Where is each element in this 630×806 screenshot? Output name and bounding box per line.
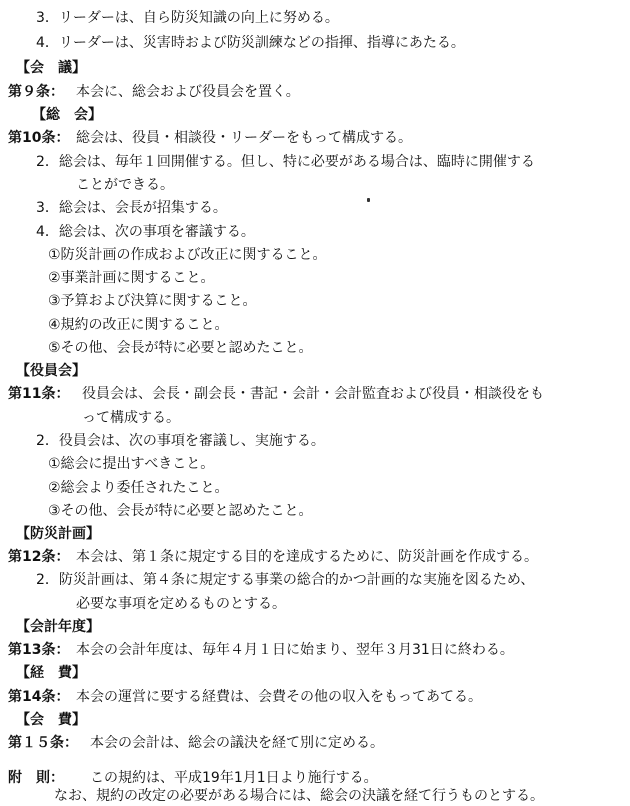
article-11-item-1: ①総会に提出すべきこと。 xyxy=(48,456,215,472)
article-12-clause-2: 2．防災計画は、第４条に規定する事業の総合的かつ計画的な実施を図るため、 xyxy=(36,572,535,588)
article-10-label: 第10条： xyxy=(8,130,70,146)
article-10-item-3: ③予算および決算に関すること。 xyxy=(48,293,257,309)
article-10-clause-2: 2．総会は、毎年１回開催する。但し、特に必要がある場合は、臨時に開催する xyxy=(36,154,535,170)
article-11-text-cont: って構成する。 xyxy=(82,410,180,426)
article-10-clause-3: 3．総会は、会長が招集する。 xyxy=(36,200,227,216)
article-15-label: 第１５条： xyxy=(8,735,78,751)
article-11-item-2: ②総会より委任されたこと。 xyxy=(48,480,229,496)
article-10-item-5: ⑤その他、会長が特に必要と認めたこと。 xyxy=(48,340,313,356)
article-12-label: 第12条： xyxy=(8,549,70,565)
article-11-text: 役員会は、会長・副会長・書記・会計・会計監査および役員・相談役をも xyxy=(82,386,544,402)
article-9-label: 第９条： xyxy=(8,84,64,100)
article-11-label: 第11条： xyxy=(8,386,70,402)
article-14-label: 第14条： xyxy=(8,689,70,705)
article-11-item-3: ③その他、会長が特に必要と認めたこと。 xyxy=(48,503,313,519)
article-10-item-2: ②事業計画に関すること。 xyxy=(48,270,215,286)
supplementary-provisions-label: 附 則： xyxy=(8,770,64,786)
section-heading-membership-fees: 【会 費】 xyxy=(16,712,86,728)
article-10-item-4: ④規約の改正に関すること。 xyxy=(48,317,229,333)
section-heading-disaster-plan: 【防災計画】 xyxy=(16,526,100,542)
section-heading-meetings: 【会 議】 xyxy=(16,60,86,76)
article-13-text: 本会の会計年度は、毎年４月１日に始まり、翌年３月31日に終わる。 xyxy=(76,642,514,658)
article-8-clause-3: 3．リーダーは、自ら防災知識の向上に努める。 xyxy=(36,10,339,26)
article-14-text: 本会の運営に要する経費は、会費その他の収入をもってあてる。 xyxy=(76,689,482,705)
article-8-clause-4: 4．リーダーは、災害時および防災訓練などの指揮、指導にあたる。 xyxy=(36,35,465,51)
article-9-text: 本会に、総会および役員会を置く。 xyxy=(76,84,300,100)
supplementary-provisions-text: この規約は、平成19年1月1日より施行する。 xyxy=(90,770,378,786)
section-heading-fiscal-year: 【会計年度】 xyxy=(16,619,100,635)
article-10-clause-4: 4．総会は、次の事項を審議する。 xyxy=(36,224,255,240)
article-12-text: 本会は、第１条に規定する目的を達成するために、防災計画を作成する。 xyxy=(76,549,538,565)
article-12-clause-2-cont: 必要な事項を定めるものとする。 xyxy=(76,596,286,612)
section-heading-executive-board: 【役員会】 xyxy=(16,363,86,379)
article-15-text: 本会の会計は、総会の議決を経て別に定める。 xyxy=(90,735,384,751)
article-11-clause-2: 2．役員会は、次の事項を審議し、実施する。 xyxy=(36,433,325,449)
article-10-text: 総会は、役員・相談役・リーダーをもって構成する。 xyxy=(76,130,412,146)
section-heading-general-meeting: 【総 会】 xyxy=(32,107,102,123)
article-10-clause-2-cont: ことができる。 xyxy=(76,177,174,193)
supplementary-provisions-text-cont: なお、規約の改定の必要がある場合には、総会の決議を経て行うものとする。 xyxy=(54,788,544,804)
article-13-label: 第13条： xyxy=(8,642,70,658)
section-heading-expenses: 【経 費】 xyxy=(16,665,86,681)
article-10-item-1: ①防災計画の作成および改正に関すること。 xyxy=(48,247,327,263)
stray-mark xyxy=(367,198,370,202)
